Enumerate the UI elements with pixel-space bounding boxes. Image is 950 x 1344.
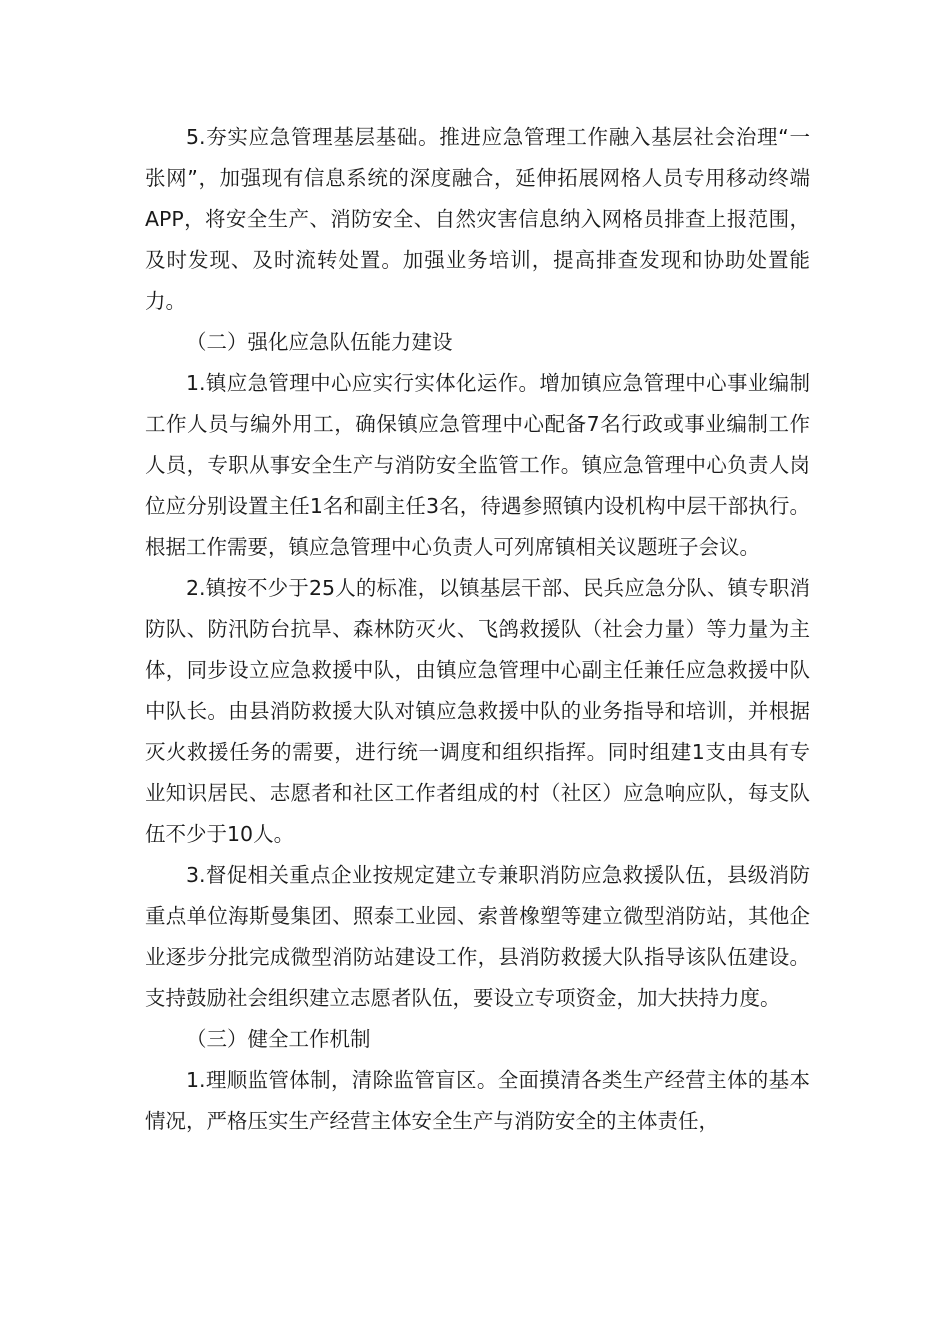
section-heading-team-capacity: （二）强化应急队伍能力建设 (186, 330, 453, 354)
document-body (145, 117, 810, 1142)
section-heading-work-mechanism: （三）健全工作机制 (186, 1027, 371, 1051)
paragraph-rescue-squad: 2.镇按不少于25人的标准，以镇基层干部、民兵应急分队、镇专职消防队、防汛防台抗旱、森林防灭火、飞鸽救援队（社会力量）等力量为主体，同步设立应急救援中队，由镇应急管理中心副主任兼任应急救援中队中队长。由县消防救援大队对镇应急救援中队的业务指导和培训，并根据灭火救援任务的需要，进行统一调度和组织指挥。同时组建1支由具有专业知识居民、志愿者和社区工作者组成的村（社区）应急响应队，每支队伍不少于10人。 (145, 576, 810, 846)
paragraph-supervision-system: 1.理顺监管体制，清除监管盲区。全面摸清各类生产经营主体的基本情况，严格压实生产经营主体安全生产与消防安全的主体责任， (145, 1068, 810, 1133)
paragraph-center-operation: 1.镇应急管理中心应实行实体化运作。增加镇应急管理中心事业编制工作人员与编外用工，确保镇应急管理中心配备7名行政或事业编制工作人员，专职从事安全生产与消防安全监管工作。镇应急管理中心负责人岗位应分别设置主任1名和副主任3名，待遇参照镇内设机构中层干部执行。根据工作需要，镇应急管理中心负责人可列席镇相关议题班子会议。 (145, 371, 810, 559)
paragraph-enterprise-fire-teams: 3.督促相关重点企业按规定建立专兼职消防应急救援队伍，县级消防重点单位海斯曼集团、照泰工业园、索普橡塑等建立微型消防站，其他企业逐步分批完成微型消防站建设工作，县消防救援大队指导该队伍建设。支持鼓励社会组织建立志愿者队伍，要设立专项资金，加大扶持力度。 (145, 863, 810, 1010)
paragraph-grassroots-foundation: 5.夯实应急管理基层基础。推进应急管理工作融入基层社会治理“一张网”，加强现有信息系统的深度融合，延伸拓展网格人员专用移动终端APP，将安全生产、消防安全、自然灾害信息纳入网格员排查上报范围，及时发现、及时流转处置。加强业务培训，提高排查发现和协助处置能力。 (145, 125, 810, 313)
